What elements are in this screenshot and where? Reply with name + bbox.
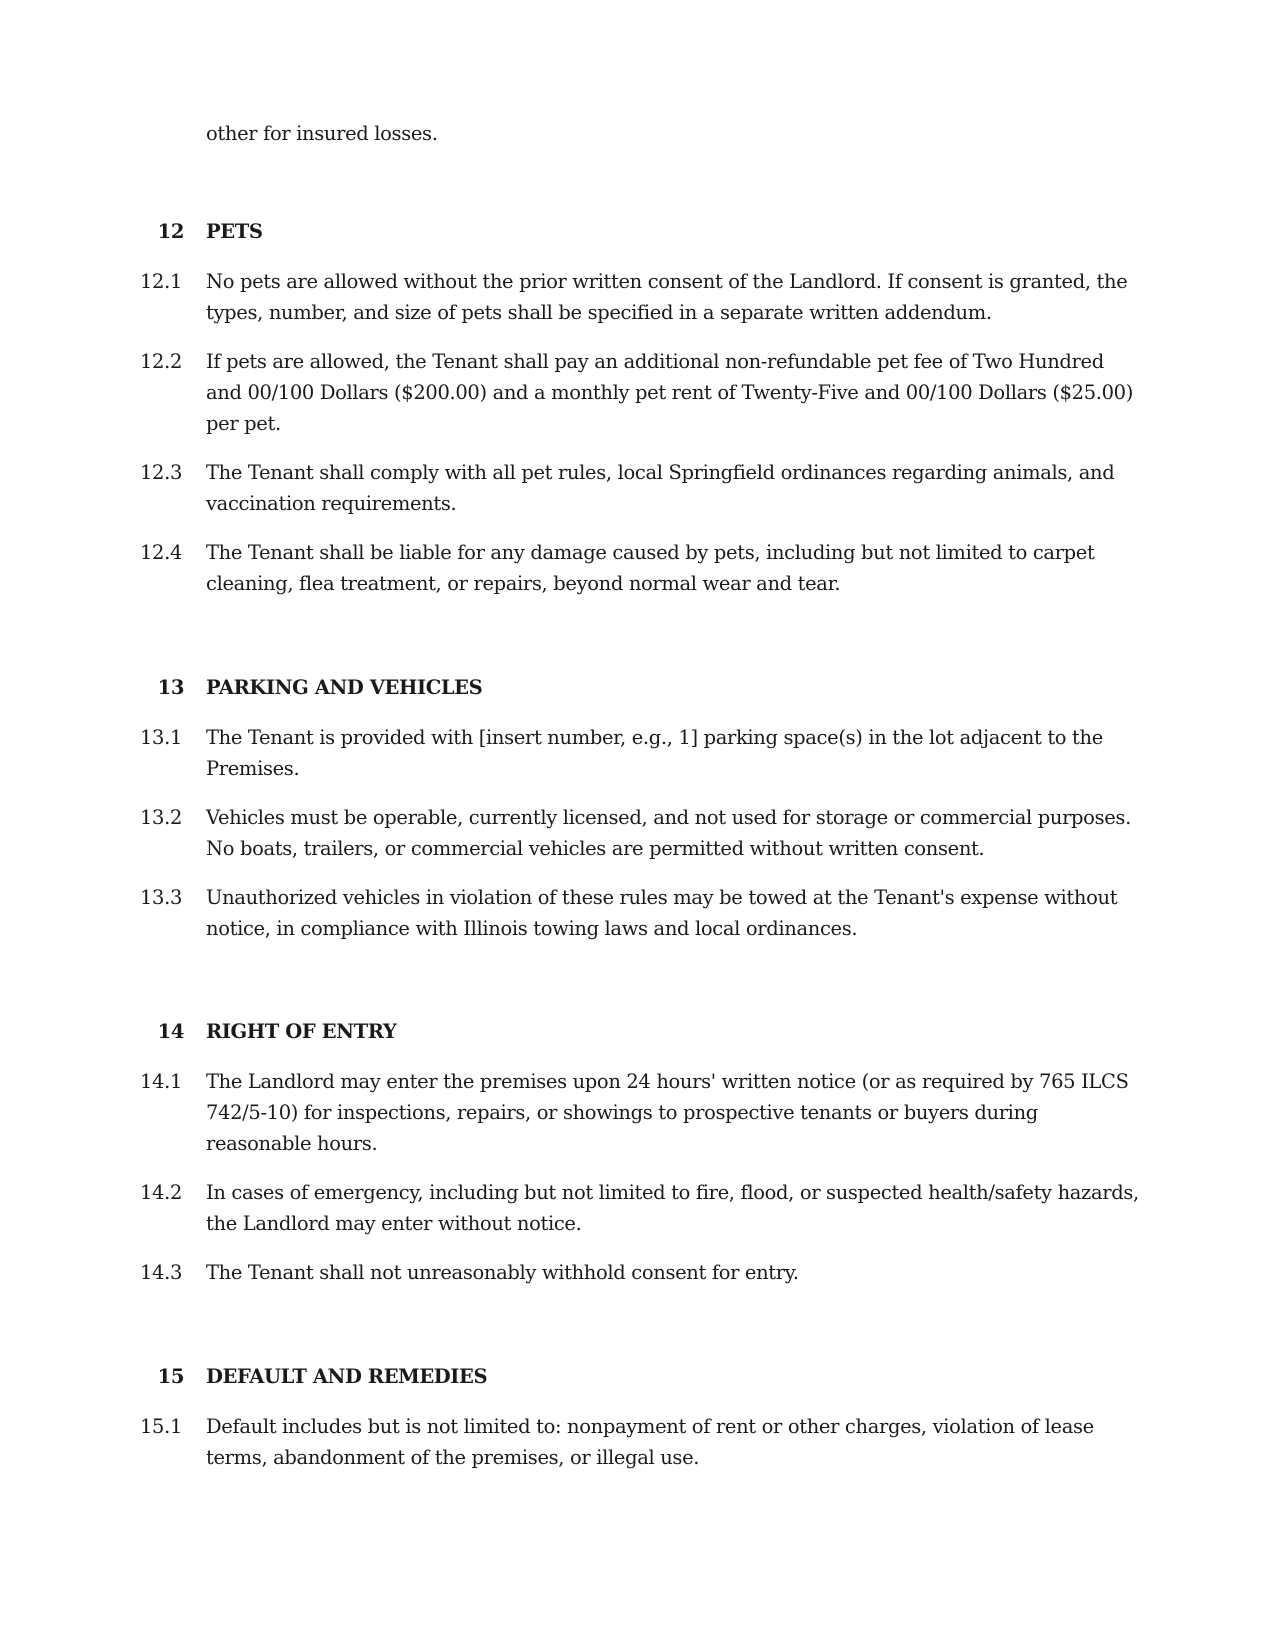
clause	[0, 266, 1275, 328]
section-15	[0, 1361, 1275, 1473]
clause-text: If pets are allowed, the Tenant shall pay an additional non-refundable pet fee of Two Hundred and 00/100 Dollars ($200.00) and a monthly pet rent of Twenty-Five and 00/100 Dollars ($25.00) per pet.	[206, 350, 1133, 435]
clause	[0, 1257, 1275, 1288]
clause-number: 14.2	[140, 1181, 183, 1204]
clause	[0, 1066, 1275, 1159]
clause-number: 12.2	[140, 350, 183, 373]
clause-text: The Tenant shall comply with all pet rules, local Springfield ordinances regarding animals, and vaccination requirements.	[206, 461, 1115, 515]
section-number: 15	[157, 1365, 184, 1388]
clause-text: The Tenant shall not unreasonably withhold consent for entry.	[206, 1261, 799, 1284]
clause-text: Unauthorized vehicles in violation of these rules may be towed at the Tenant's expense without notice, in compliance with Illinois towing laws and local ordinances.	[206, 886, 1118, 940]
section-title: RIGHT OF ENTRY	[206, 1020, 397, 1043]
section-heading	[0, 216, 1275, 247]
section-13	[0, 672, 1275, 944]
continuation-text: other for insured losses.	[206, 122, 438, 145]
section-heading	[0, 1016, 1275, 1047]
clause-number: 12.3	[140, 461, 183, 484]
section-number: 12	[157, 220, 184, 243]
section-number: 14	[157, 1020, 184, 1043]
clause-number: 13.1	[140, 726, 183, 749]
section-14	[0, 1016, 1275, 1288]
section-heading	[0, 1361, 1275, 1392]
section-title: PARKING AND VEHICLES	[206, 676, 483, 699]
clause-text: No pets are allowed without the prior written consent of the Landlord. If consent is granted, the types, number, and size of pets shall be specified in a separate written addendum.	[206, 270, 1128, 324]
clause	[0, 882, 1275, 944]
clause-text: The Tenant is provided with [insert number, e.g., 1] parking space(s) in the lot adjacent to the Premises.	[206, 726, 1103, 780]
clause-text: Default includes but is not limited to: nonpayment of rent or other charges, violation of lease terms, abandonment of the premises, or illegal use.	[206, 1415, 1094, 1469]
clause	[0, 1177, 1275, 1239]
clause-text: The Tenant shall be liable for any damage caused by pets, including but not limited to carpet cleaning, flea treatment, or repairs, beyond normal wear and tear.	[206, 541, 1095, 595]
section-heading	[0, 672, 1275, 703]
clause-number: 15.1	[140, 1415, 183, 1438]
clause	[0, 802, 1275, 864]
section-title: DEFAULT AND REMEDIES	[206, 1365, 488, 1388]
clause	[0, 1411, 1275, 1473]
clause	[0, 457, 1275, 519]
clause-number: 14.1	[140, 1070, 183, 1093]
clause-number: 12.1	[140, 270, 183, 293]
clause	[0, 537, 1275, 599]
clause	[0, 346, 1275, 439]
clause-text: Vehicles must be operable, currently licensed, and not used for storage or commercial purposes. No boats, trailers, or commercial vehicles are permitted without written consent.	[206, 806, 1131, 860]
clause-number: 14.3	[140, 1261, 183, 1284]
clause	[0, 722, 1275, 784]
clause-text: The Landlord may enter the premises upon 24 hours' written notice (or as required by 765 ILCS 742/5-10) for inspections, repairs, or showings to prospective tenants or buyers during reasonable hours.	[206, 1070, 1129, 1155]
section-12	[0, 216, 1275, 599]
section-number: 13	[157, 676, 184, 699]
section-title: PETS	[206, 220, 263, 243]
clause-number: 13.3	[140, 886, 183, 909]
clause-number: 12.4	[140, 541, 183, 564]
clause-number: 13.2	[140, 806, 183, 829]
clause-text: In cases of emergency, including but not limited to fire, flood, or suspected health/safety hazards, the Landlord may enter without notice.	[206, 1181, 1139, 1235]
